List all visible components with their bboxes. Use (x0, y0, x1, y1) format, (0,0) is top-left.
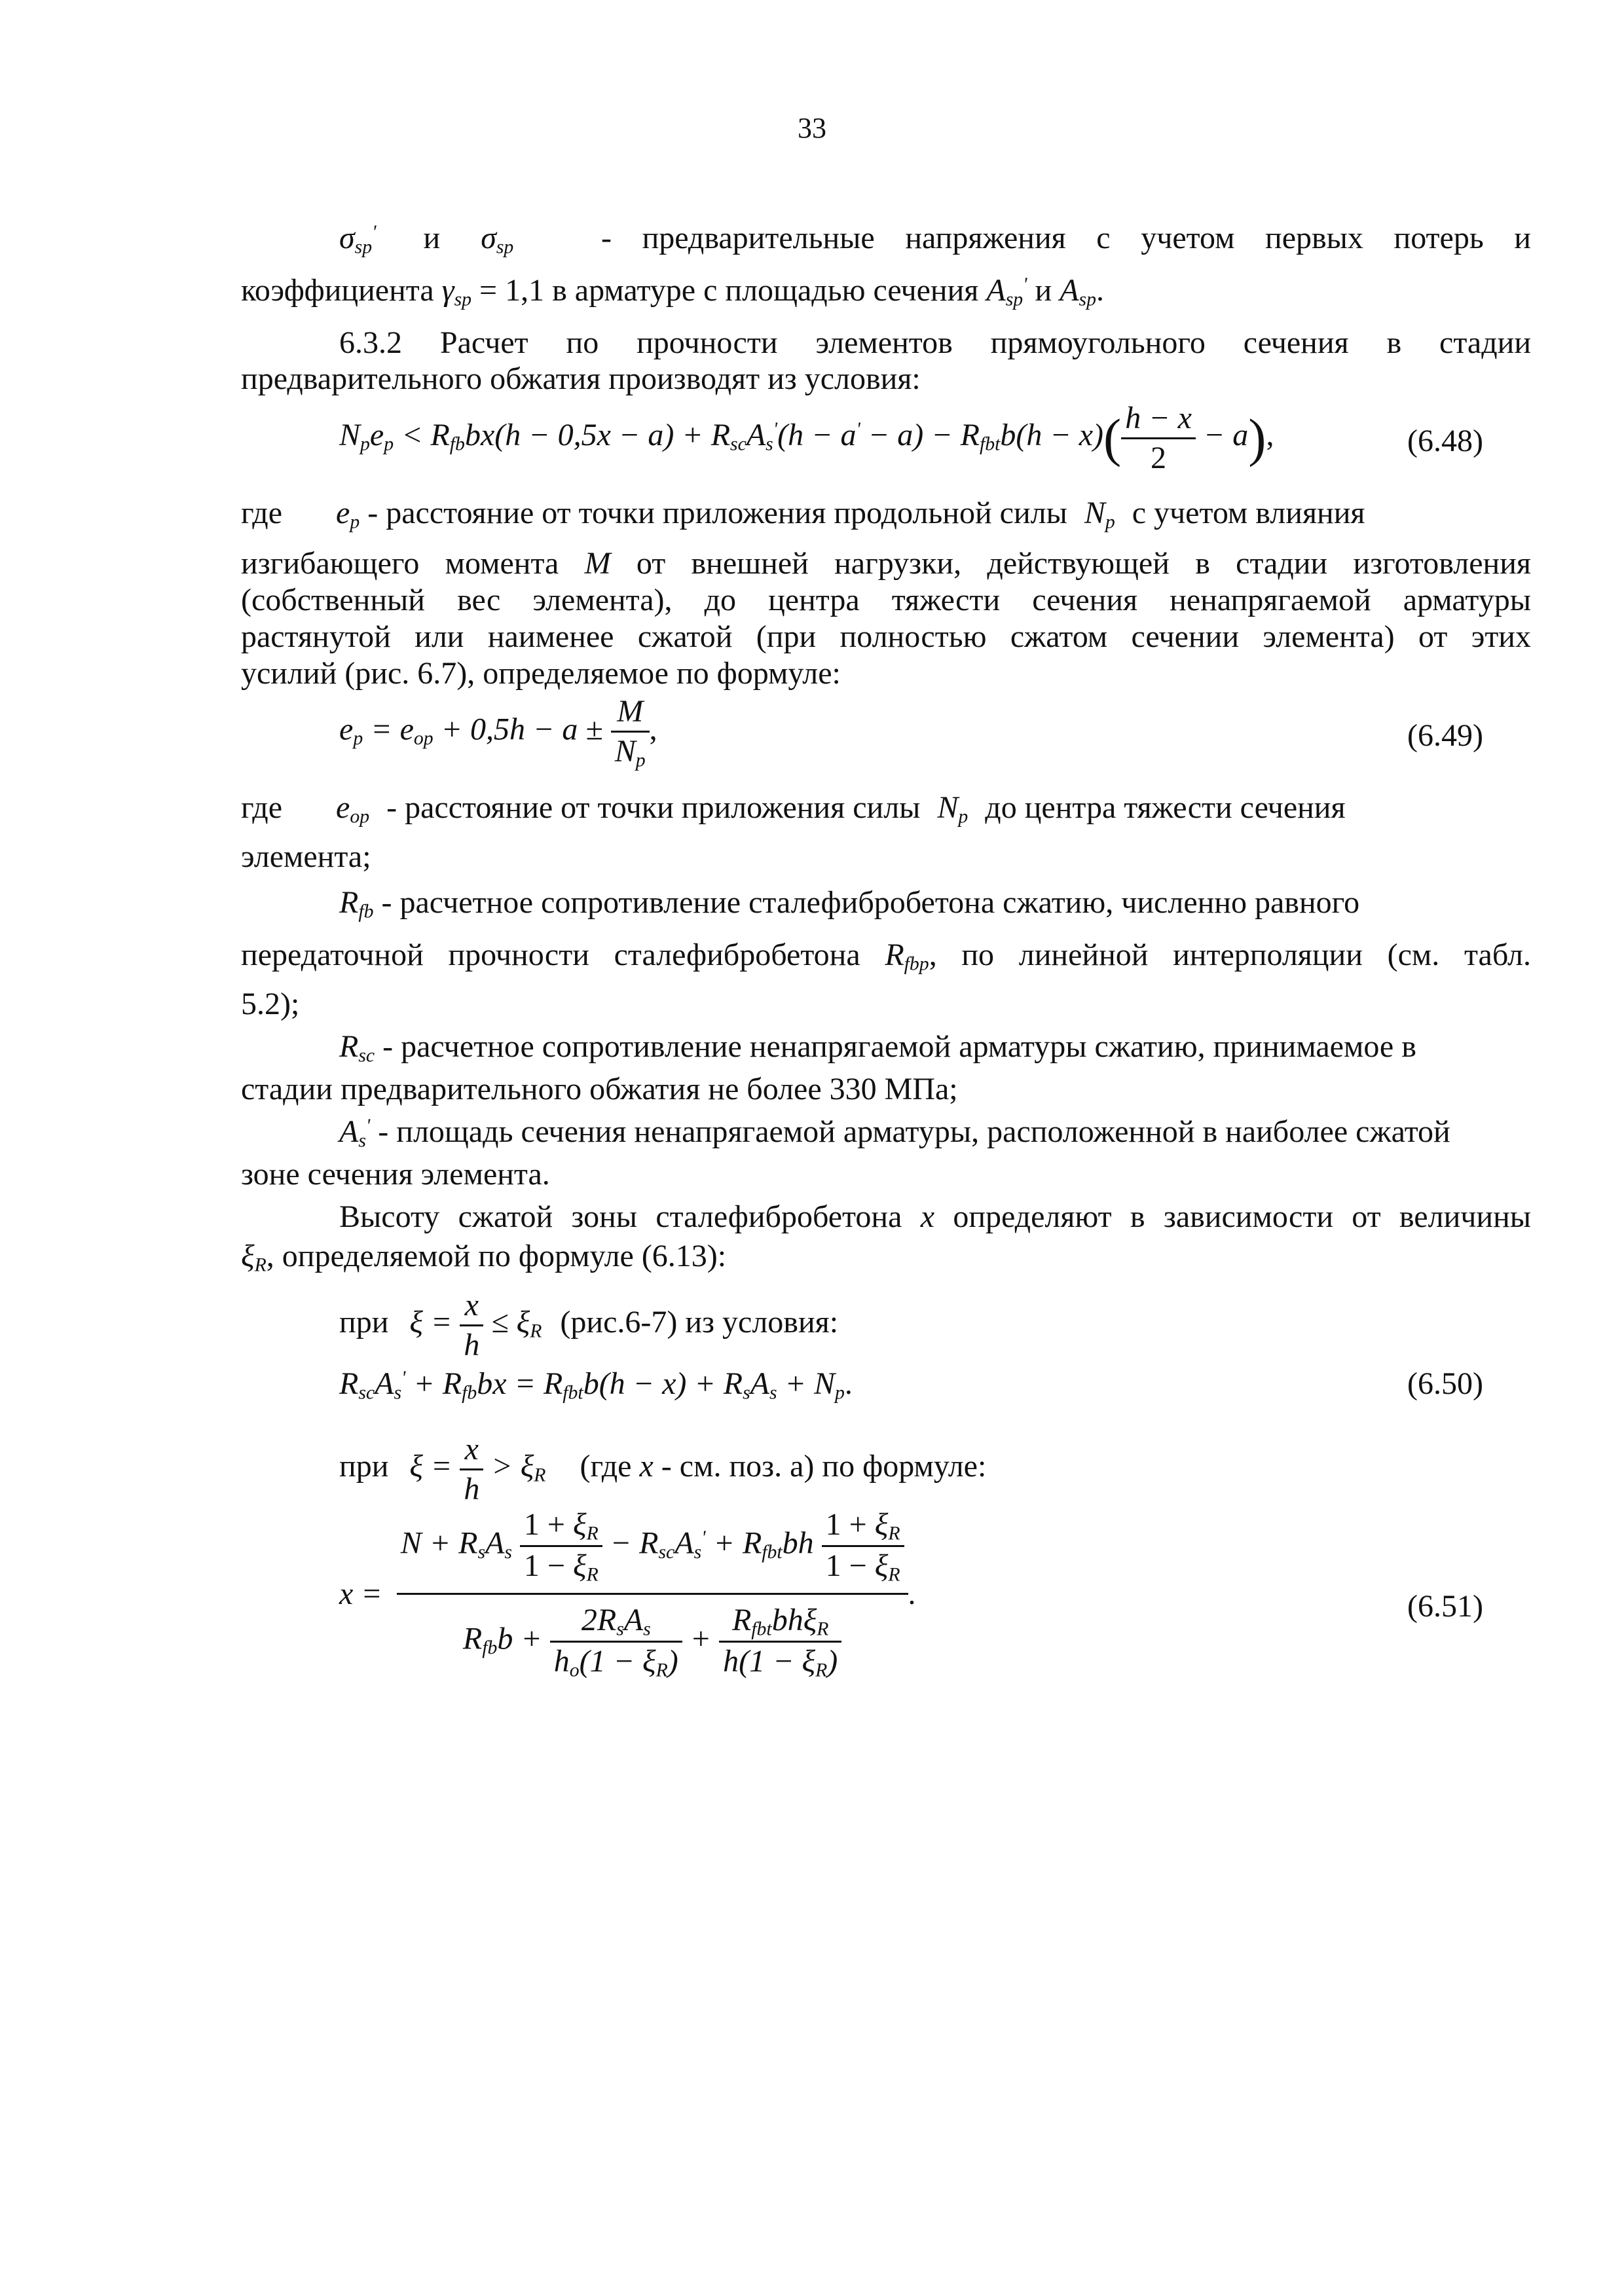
height-line1: Высоту сжатой зоны сталефибробетона x определяют в зависимости от величины (339, 1199, 1532, 1234)
where-eop-line1: где $e_{op}$ - расстояние от точки приложения силы $N_p$ до центра тяжести сечения (241, 790, 1346, 828)
case2-text2: - см. поз. а) по формуле: (661, 1449, 987, 1484)
height-text-b: определяют в зависимости от величины (953, 1199, 1532, 1234)
rsc-line1: $R_{sc}$ - расчетное сопротивление ненапрягаемой арматуры сжатию, принимаемое в (339, 1029, 1416, 1066)
sigma-description: - предварительные напряжения с учетом первых потерь и (601, 221, 1531, 255)
where-ep-line2: изгибающего момента M от внешней нагрузки, действующей в стадии изготовления (241, 546, 1531, 581)
where-word-2: где (241, 790, 283, 825)
rfb-line1: $R_{fb}$ - расчетное сопротивление сталефибробетона сжатию, численно равного (339, 885, 1360, 922)
rfb-definition: - расчетное сопротивление сталефибробетона сжатию, численно равного (381, 885, 1360, 920)
pri-word: при (339, 1305, 389, 1340)
ep-definition-end: с учетом влияния (1132, 496, 1365, 530)
where-eop-line2: элемента; (241, 839, 371, 874)
area-text: в арматуре с площадью сечения (552, 273, 979, 308)
height-line2: $\xi_R$, определяемой по формуле (6.13): (241, 1239, 727, 1276)
height-text-a: Высоту сжатой зоны сталефибробетона (339, 1199, 902, 1234)
as-line1: $A_s'$ - площадь сечения ненапрягаемой арматуры, расположенной в наиболее сжатой (339, 1114, 1450, 1152)
equation-number-6-51: (6.51) (1407, 1589, 1483, 1624)
where-word: где (241, 496, 283, 530)
where-ep-line5: усилий (рис. 6.7), определяемое по формуле: (241, 656, 841, 691)
rfb-line3: 5.2); (241, 987, 300, 1021)
ep-definition: - расстояние от точки приложения продольной силы (367, 496, 1067, 530)
formula-6-49: $e_p = e_{op} + 0,5h - a$ ± $\frac{M}{N_p}$ , (339, 694, 657, 771)
where-ep-line4: растянутой или наименее сжатой (при полностью сжатом сечении элемента) от этих (241, 619, 1531, 654)
page-number: 33 (798, 112, 826, 144)
section-632-line2: предварительного обжатия производят из условия: (241, 361, 921, 396)
case1-line: при ξ = $\frac{x}{h}$ ≤ $\xi_R$ (рис.6-7) из условия: (339, 1286, 1624, 1364)
equation-number-6-50: (6.50) (1407, 1366, 1483, 1401)
equation-number-6-49: (6.49) (1407, 718, 1483, 753)
rsc-line2: стадии предварительного обжатия не более 330 МПа; (241, 1072, 958, 1106)
rfb-line2: передаточной прочности сталефибробетона $R_{fbp}$, по линейной интерполяции (см. табл. (241, 938, 1532, 975)
case2-line: при ξ = $\frac{x}{h}$ > $\xi_R$ (где x - см. поз. а) по формуле: (339, 1430, 1624, 1508)
and-word: и (423, 221, 441, 255)
as-line2: зоне сечения элемента. (241, 1157, 550, 1192)
as-definition: - площадь сечения ненапрягаемой арматуры, расположенной в наиболее сжатой (378, 1114, 1450, 1149)
formula-6-51: x = $N + R_sA_s$ $\frac{1 + \xi_R}{1 - \xi_R}$ − $R_{sc}A_s' + R_{fbt}bh$ $\frac{1 + \xi_R}{1 - \xi_R}$ $R_{fb}b$ + $\frac{2R_sA_s}{h_o(1 - \xi_R)}$ + $\frac{R_{fbt}bh\xi_R}{h(1 - \xi_R)}$ . (339, 1507, 916, 1681)
pri-word-2: при (339, 1449, 389, 1484)
where-ep-line1: где $e_p$ - расстояние от точки приложения продольной силы $N_p$ с учетом влияния (241, 496, 1365, 533)
gamma-value: = 1,1 (479, 273, 545, 308)
paragraph-sigma-line1: $\sigma_{sp}'$ и $\sigma_{sp}$ - предварительные напряжения с учетом первых потерь и (339, 221, 1531, 258)
rsc-definition: - расчетное сопротивление ненапрягаемой арматуры сжатию, принимаемое в (382, 1029, 1416, 1064)
and-word-2: и (1035, 273, 1052, 308)
height-text-c: , определяемой по формуле (6.13): (266, 1239, 727, 1273)
eop-definition-end: до центра тяжести сечения (985, 790, 1346, 825)
equation-number-6-48: (6.48) (1407, 424, 1483, 458)
paragraph-sigma-line2: коэффициента $\gamma_{sp} = 1,1$ в арматуре с площадью сечения $A_{sp}'$ и $A_{sp}$. (241, 273, 1104, 310)
transfer-strength-text: передаточной прочности сталефибробетона (241, 938, 860, 972)
moment-text: изгибающего момента (241, 546, 559, 581)
interpolation-text: , по линейной интерполяции (см. табл. (929, 938, 1532, 972)
formula-6-48: $N_pe_p < R_{fb}bx(h - 0,5x - a) + R_{sc}A_s'(h - a' - a) - R_{fbt}b(h - x)$( $\frac{h - x}{2}$ − a), (339, 399, 1274, 477)
coefficient-word: коэффициента (241, 273, 434, 308)
eop-definition: - расстояние от точки приложения силы (386, 790, 921, 825)
case2-text: (где (580, 1449, 632, 1484)
formula-6-50: $R_{sc}A_s' + R_{fb}bx = R_{fbt}b(h - x) + R_sA_s + N_p$. (339, 1366, 853, 1404)
case1-text: (рис.6-7) из условия: (560, 1305, 839, 1340)
section-632-line1: 6.3.2 Расчет по прочности элементов прямоугольного сечения в стадии (339, 325, 1531, 360)
where-ep-line3: (собственный вес элемента), до центра тяжести сечения ненапрягаемой арматуры (241, 583, 1531, 617)
load-text: от внешней нагрузки, действующей в стадии изготовления (636, 546, 1531, 581)
